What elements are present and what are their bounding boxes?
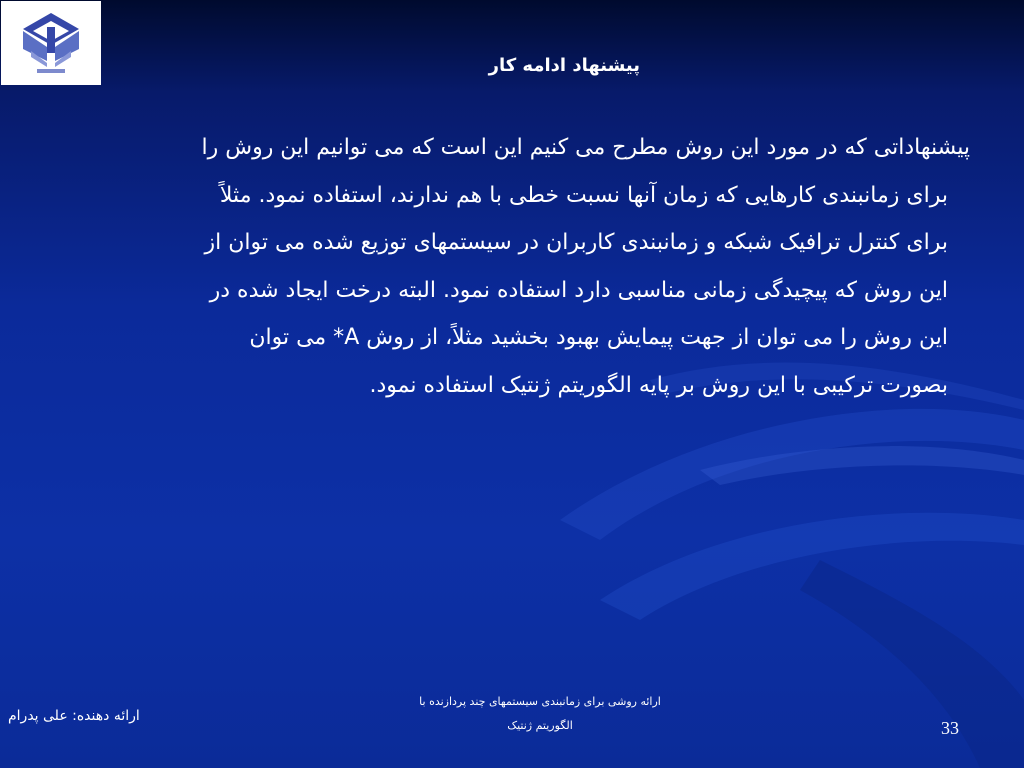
body-line: این روش را می توان از جهت پیمایش بهبود بخشید مثلاً، از روش A* می توان (249, 325, 948, 350)
page-number: 33 (941, 718, 959, 738)
body-line: برای زمانبندی کارهایی که زمان آنها نسبت خطی با هم ندارند، استفاده نمود. مثلاً (219, 182, 948, 208)
body-line: برای کنترل ترافیک شبکه و زمانبندی کاربران در سیستمهای توزیع شده می توان از (204, 230, 948, 255)
body-line: بصورت ترکیبی با این روش بر پایه الگوریتم ژنتیک استفاده نمود. (369, 372, 948, 398)
subject-line: الگوریتم ژنتیک (507, 719, 573, 732)
university-logo (1, 1, 101, 85)
university-emblem-icon (1, 1, 101, 85)
slide-body (22, 124, 970, 409)
body-line: این روش که پیچیدگی زمانی مناسبی دارد استفاده نمود. البته درخت ایجاد شده در (209, 277, 948, 303)
presenter-name: ارائه دهنده: علی پدرام (8, 708, 140, 724)
subject-line: ارائه روشی برای زمانبندی سیستمهای چند پردازنده با (419, 695, 661, 708)
presentation-subject (330, 690, 750, 738)
body-line: پیشنهاداتی که در مورد این روش مطرح می کنیم این است که می توانیم این روش را (201, 135, 970, 160)
slide-title: پیشنهاد ادامه کار (488, 55, 640, 76)
